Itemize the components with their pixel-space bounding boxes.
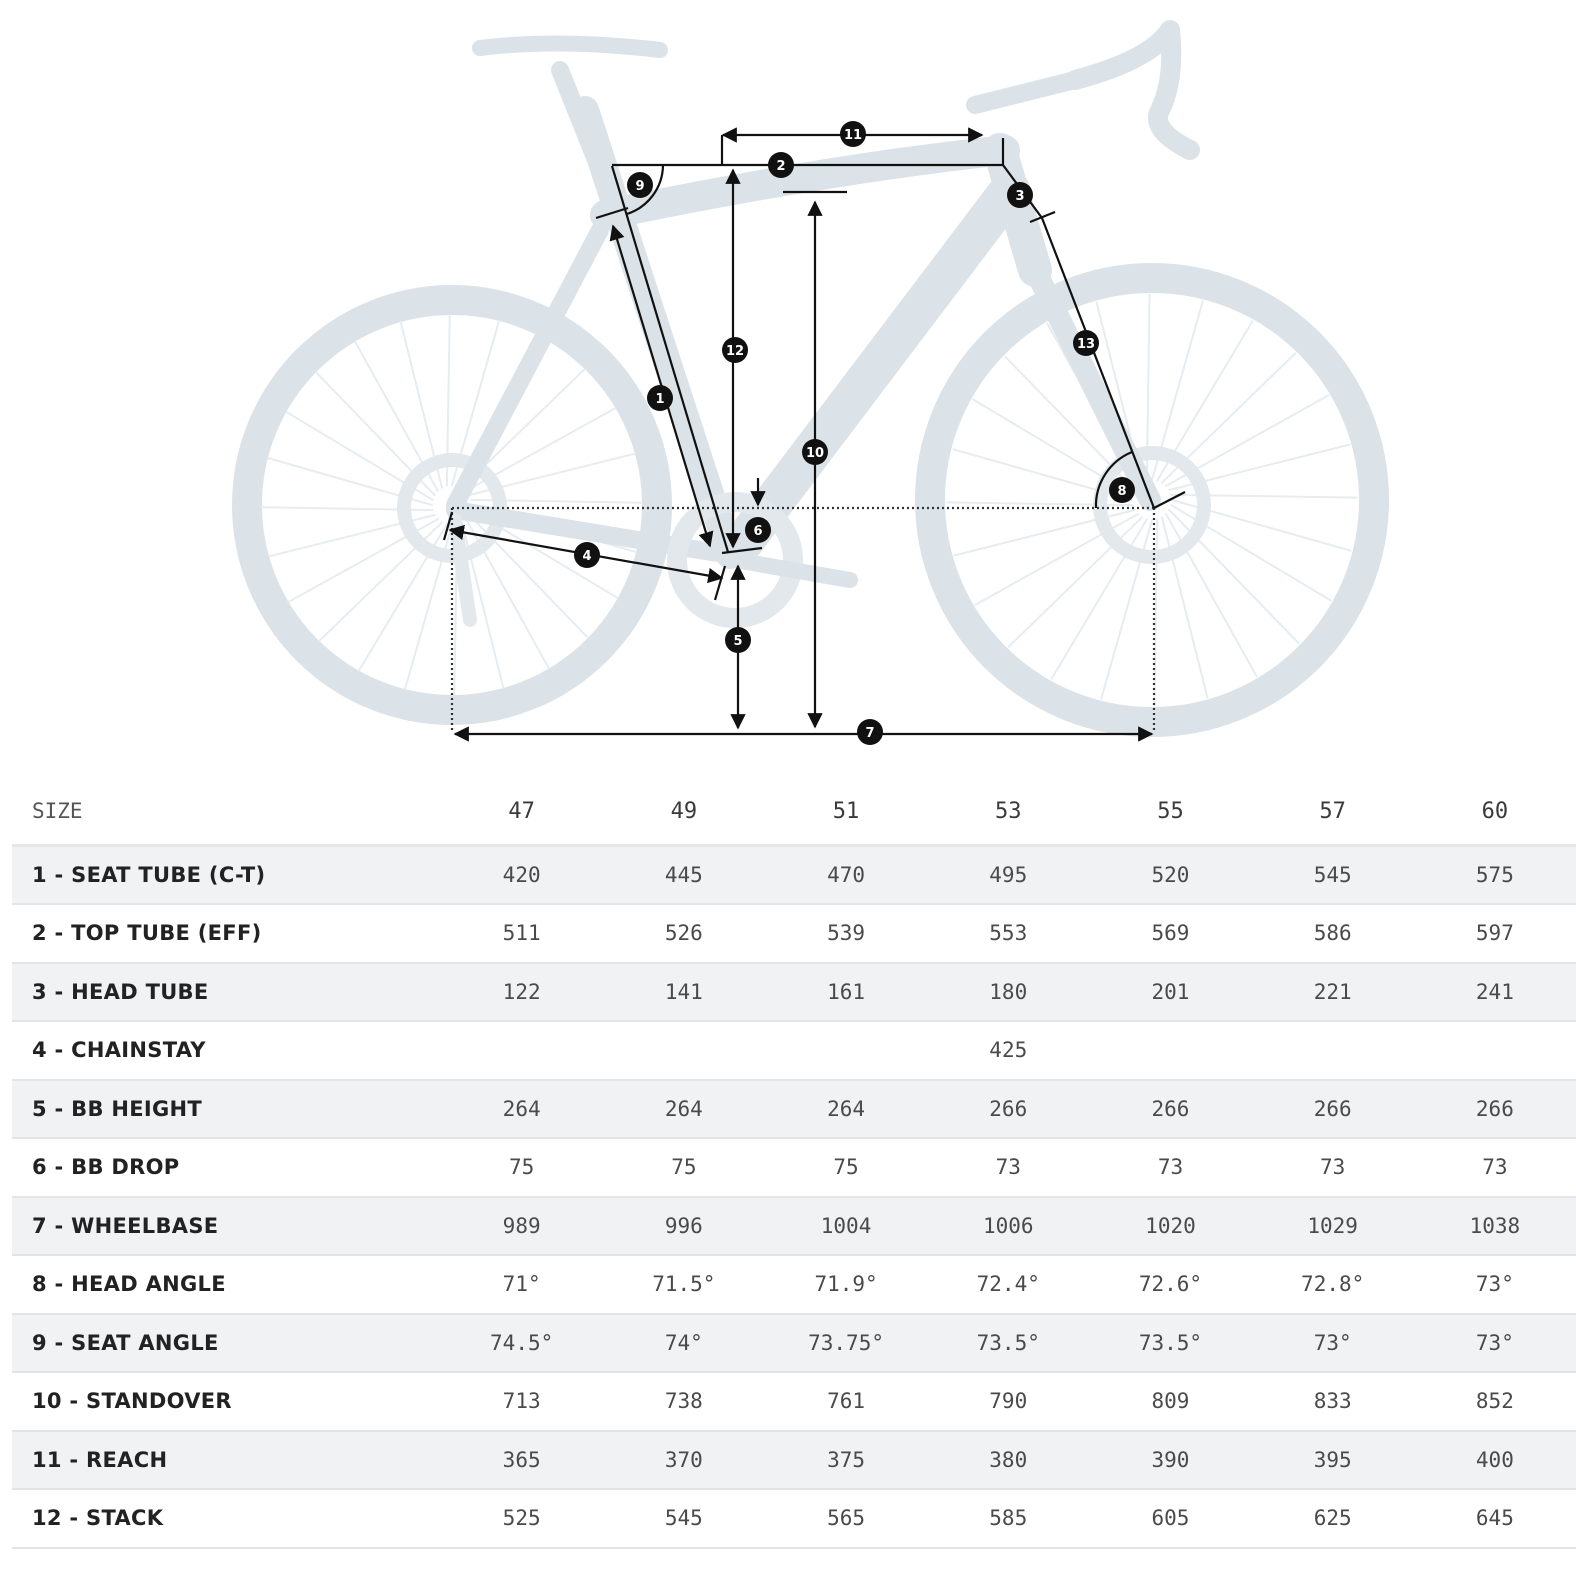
table-header-row — [12, 778, 1576, 846]
row-value: 365 — [441, 1431, 603, 1490]
size-column-header: 53 — [927, 778, 1089, 846]
marker-number: 7 — [865, 726, 875, 741]
geometry-table — [12, 778, 1576, 1549]
row-value: 645 — [1414, 1489, 1576, 1548]
row-value: 605 — [1089, 1489, 1251, 1548]
marker-number: 3 — [1015, 189, 1025, 204]
row-label: 10 - STANDOVER — [12, 1372, 441, 1431]
row-value: 625 — [1252, 1489, 1414, 1548]
row-value: 400 — [1414, 1431, 1576, 1490]
row-value: 790 — [927, 1372, 1089, 1431]
row-value: 73° — [1414, 1314, 1576, 1373]
row-value: 375 — [765, 1431, 927, 1490]
row-value: 511 — [441, 904, 603, 963]
row-value: 73 — [927, 1138, 1089, 1197]
row-value: 539 — [765, 904, 927, 963]
spoke — [1154, 519, 1157, 705]
row-value: 395 — [1252, 1431, 1414, 1490]
row-value: 597 — [1414, 904, 1576, 963]
table-row — [12, 1021, 1576, 1080]
row-value: 852 — [1414, 1372, 1576, 1431]
row-value: 989 — [441, 1197, 603, 1256]
table-row — [12, 1197, 1576, 1256]
chainstay-right-tick — [715, 566, 725, 600]
row-value: 266 — [1414, 1080, 1576, 1139]
row-label: 6 - BB DROP — [12, 1138, 441, 1197]
table-row — [12, 1080, 1576, 1139]
fork-shape — [1035, 270, 1150, 500]
row-value: 420 — [441, 846, 603, 905]
row-value: 545 — [603, 1489, 765, 1548]
row-label: 8 - HEAD ANGLE — [12, 1255, 441, 1314]
row-value: 761 — [765, 1372, 927, 1431]
table-row — [12, 963, 1576, 1022]
row-value: 74° — [603, 1314, 765, 1373]
row-value: 526 — [603, 904, 765, 963]
row-value: 266 — [927, 1080, 1089, 1139]
row-value: 470 — [765, 846, 927, 905]
spoke — [976, 514, 1138, 604]
row-value: 1004 — [765, 1197, 927, 1256]
marker-number: 11 — [843, 128, 863, 143]
row-value: 575 — [1414, 846, 1576, 905]
crank-arm-shape — [735, 560, 850, 580]
row-label: 11 - REACH — [12, 1431, 441, 1490]
marker-number: 6 — [753, 524, 763, 539]
handlebar-shape — [1075, 30, 1190, 150]
row-label: 5 - BB HEIGHT — [12, 1080, 441, 1139]
row-value: 565 — [765, 1489, 927, 1548]
row-value: 75 — [765, 1138, 927, 1197]
row-value: 553 — [927, 904, 1089, 963]
row-value: 996 — [603, 1197, 765, 1256]
row-value: 74.5° — [441, 1314, 603, 1373]
row-value: 569 — [1089, 904, 1251, 963]
spoke — [1166, 514, 1256, 676]
row-value: 71.9° — [765, 1255, 927, 1314]
table-row — [12, 846, 1576, 905]
seat-stay-shape — [455, 230, 600, 505]
size-column-header: 55 — [1089, 778, 1251, 846]
marker-number: 4 — [582, 549, 592, 564]
row-value: 264 — [603, 1080, 765, 1139]
table-row — [12, 1431, 1576, 1490]
row-value: 1029 — [1252, 1197, 1414, 1256]
row-value: 73 — [1089, 1138, 1251, 1197]
row-value: 75 — [603, 1138, 765, 1197]
row-value: 525 — [441, 1489, 603, 1548]
row-value: 445 — [603, 846, 765, 905]
size-column-header: 49 — [603, 778, 765, 846]
measurement-lines — [444, 135, 1185, 734]
top-tube-shape — [605, 150, 1005, 215]
size-header: SIZE — [12, 778, 441, 846]
row-value: 380 — [927, 1431, 1089, 1490]
size-column-header: 60 — [1414, 778, 1576, 846]
table-row — [12, 1255, 1576, 1314]
row-value: 713 — [441, 1372, 603, 1431]
row-value: 122 — [441, 963, 603, 1022]
row-value: 1006 — [927, 1197, 1089, 1256]
size-column-header: 47 — [441, 778, 603, 846]
row-value: 425 — [441, 1021, 1576, 1080]
marker-number: 10 — [805, 446, 825, 461]
saddle-shape — [480, 43, 660, 50]
table-row — [12, 1489, 1576, 1548]
row-value: 71.5° — [603, 1255, 765, 1314]
marker-number: 8 — [1117, 484, 1127, 499]
fork-measure — [1042, 218, 1154, 508]
marker-number: 2 — [776, 159, 786, 174]
row-value: 520 — [1089, 846, 1251, 905]
row-label: 4 - CHAINSTAY — [12, 1021, 441, 1080]
row-value: 72.4° — [927, 1255, 1089, 1314]
row-value: 221 — [1252, 963, 1414, 1022]
row-value: 73 — [1414, 1138, 1576, 1197]
row-value: 370 — [603, 1431, 765, 1490]
row-value: 586 — [1252, 904, 1414, 963]
row-value: 73° — [1252, 1314, 1414, 1373]
size-column-header: 51 — [765, 778, 927, 846]
row-value: 264 — [765, 1080, 927, 1139]
row-value: 75 — [441, 1138, 603, 1197]
row-value: 264 — [441, 1080, 603, 1139]
derailleur-shape — [455, 520, 470, 620]
size-column-header: 57 — [1252, 778, 1414, 846]
row-value: 241 — [1414, 963, 1576, 1022]
row-value: 833 — [1252, 1372, 1414, 1431]
row-label: 3 - HEAD TUBE — [12, 963, 441, 1022]
row-value: 266 — [1252, 1080, 1414, 1139]
row-value: 71° — [441, 1255, 603, 1314]
row-value: 545 — [1252, 846, 1414, 905]
row-value: 141 — [603, 963, 765, 1022]
row-value: 72.6° — [1089, 1255, 1251, 1314]
bike-silhouette — [247, 30, 1374, 722]
row-value: 161 — [765, 963, 927, 1022]
marker-number: 13 — [1076, 337, 1096, 352]
row-label: 9 - SEAT ANGLE — [12, 1314, 441, 1373]
row-value: 738 — [603, 1372, 765, 1431]
table-row — [12, 1314, 1576, 1373]
row-value: 72.8° — [1252, 1255, 1414, 1314]
marker-number: 1 — [655, 392, 665, 407]
marker-number: 5 — [733, 634, 743, 649]
table-row — [12, 904, 1576, 963]
marker-number: 12 — [725, 344, 745, 359]
row-value: 73.5° — [927, 1314, 1089, 1373]
row-value: 1020 — [1089, 1197, 1251, 1256]
row-value: 201 — [1089, 963, 1251, 1022]
bike-geometry-diagram — [0, 0, 1576, 770]
row-value: 180 — [927, 963, 1089, 1022]
table-row — [12, 1372, 1576, 1431]
marker-number: 9 — [635, 179, 645, 194]
row-label: 12 - STACK — [12, 1489, 441, 1548]
row-value: 495 — [927, 846, 1089, 905]
row-label: 1 - SEAT TUBE (C-T) — [12, 846, 441, 905]
row-value: 73.75° — [765, 1314, 927, 1373]
row-value: 585 — [927, 1489, 1089, 1548]
spoke — [1052, 519, 1147, 678]
row-value: 1038 — [1414, 1197, 1576, 1256]
row-value: 73 — [1252, 1138, 1414, 1197]
row-value: 266 — [1089, 1080, 1251, 1139]
bike-geometry-svg — [0, 0, 1576, 770]
stem-shape — [975, 80, 1075, 105]
row-value: 73° — [1414, 1255, 1576, 1314]
table-row — [12, 1138, 1576, 1197]
row-label: 7 - WHEELBASE — [12, 1197, 441, 1256]
row-value: 73.5° — [1089, 1314, 1251, 1373]
row-value: 390 — [1089, 1431, 1251, 1490]
row-label: 2 - TOP TUBE (EFF) — [12, 904, 441, 963]
row-value: 809 — [1089, 1372, 1251, 1431]
